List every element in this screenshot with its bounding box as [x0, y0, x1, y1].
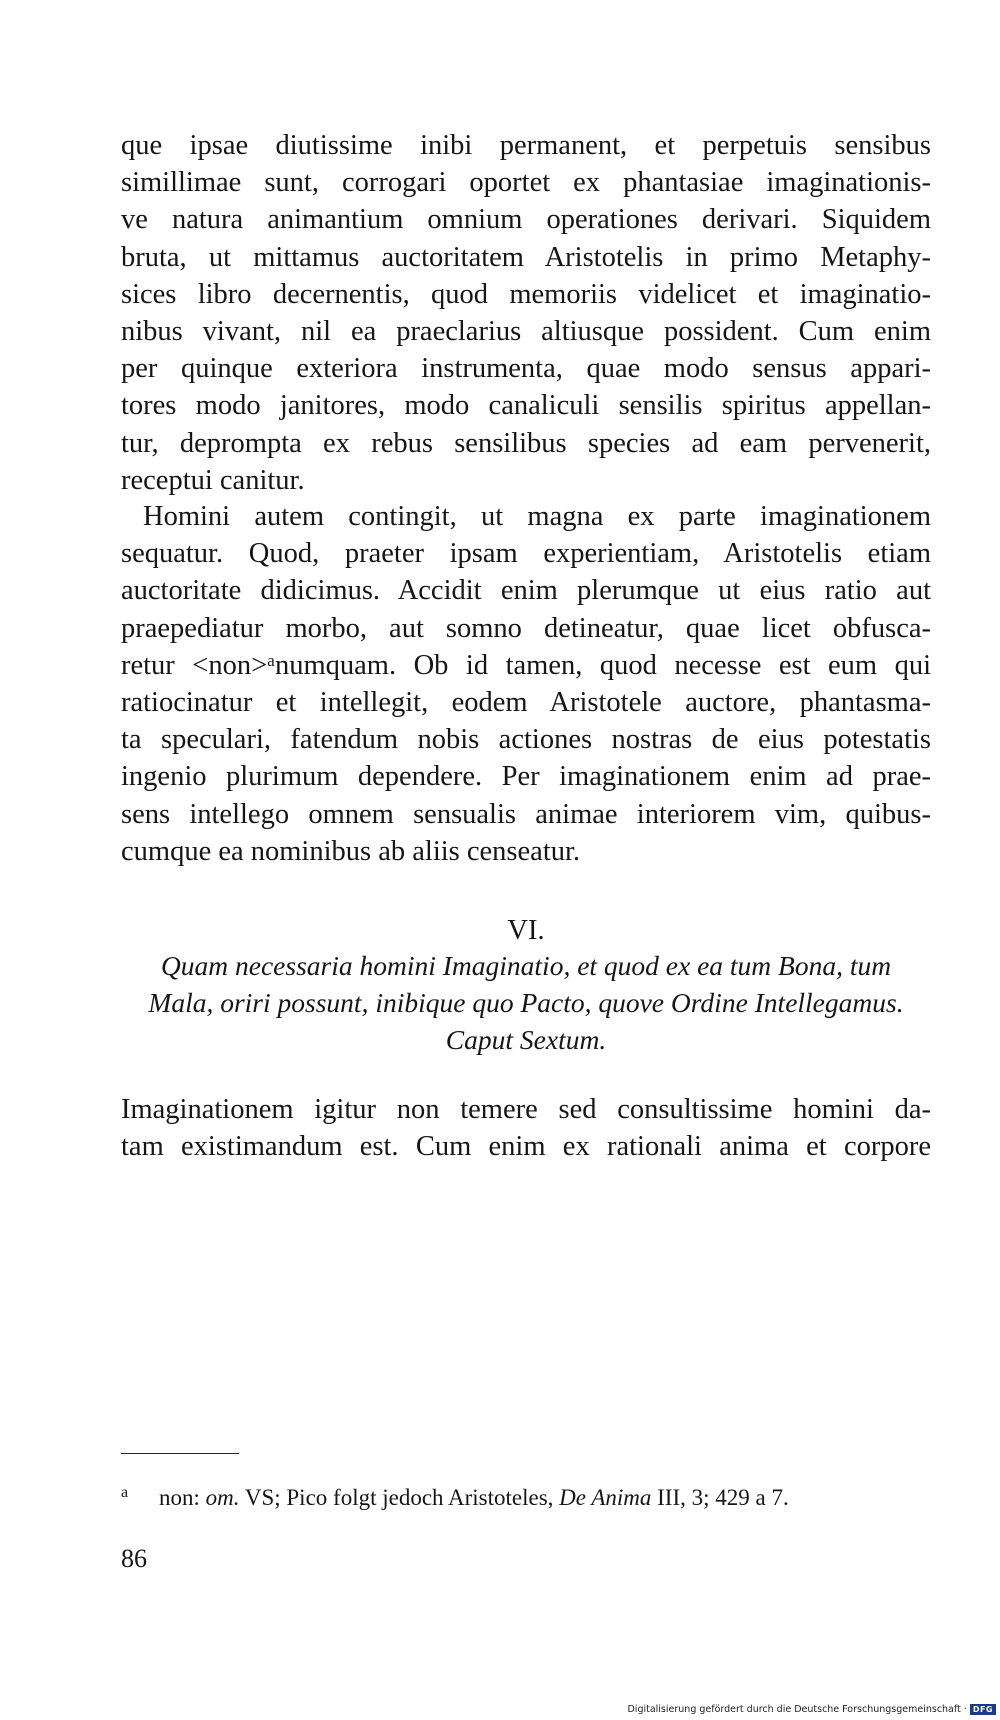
text-line: praepediatur morbo, aut somno detineatur, quae licet obfusca-	[121, 612, 931, 644]
footnote	[121, 1478, 931, 1513]
text-line: receptui canitur.	[121, 464, 305, 496]
text-line: auctoritate didicimus. Accidit enim plerumque ut eius ratio aut	[121, 575, 931, 607]
text-line: sens intellego omnem sensualis animae interiorem vim, quibus-	[121, 798, 931, 830]
text-line: bruta, ut mittamus auctoritatem Aristotelis in primo Metaphy-	[121, 241, 931, 273]
footnote-divider	[121, 1453, 239, 1454]
text-line: Imaginationem igitur non temere sed consultissime homini da-	[121, 1094, 931, 1125]
text-line: simillimae sunt, corrogari oportet ex phantasiae imaginationis-	[121, 167, 931, 199]
footnote-text-2: VS; Pico folgt jedoch Aristoteles,	[239, 1485, 560, 1510]
dfg-logo: DFG	[970, 1704, 996, 1715]
text-line: tur, deprompta ex rebus sensilibus species ad eam pervenerit,	[121, 427, 931, 459]
text-line: ta speculari, fatendum nobis actiones nostras de eius potestatis	[121, 724, 931, 756]
text-line: ingenio plurimum dependere. Per imaginationem enim ad prae-	[121, 761, 931, 793]
page-number: 86	[121, 1544, 147, 1573]
paragraph-1	[121, 127, 931, 499]
footnote-om: om.	[205, 1485, 240, 1510]
text-line: sices libro decernentis, quod memoriis videlicet et imaginatio-	[121, 278, 931, 310]
text-line: ve natura animantium omnium operationes derivari. Siquidem	[121, 204, 931, 236]
text-line: ratiocinatur et intellegit, eodem Aristotele auctore, phantasma-	[121, 687, 931, 719]
text-line: sequatur. Quod, praeter ipsam experientiam, Aristotelis etiam	[121, 538, 931, 570]
chapter-title-line: Mala, oriri possunt, inibique quo Pacto, quove Ordine Intellegamus.	[148, 987, 904, 1018]
digitization-credit	[627, 1704, 996, 1715]
footnote-text-1: non:	[159, 1485, 206, 1510]
footnote-title: De Anima	[559, 1485, 652, 1510]
text-line: retur <non>ᵃnumquam. Ob id tamen, quod necesse est eum qui	[121, 649, 931, 681]
footnote-text-3: III, 3; 429 a 7.	[651, 1485, 789, 1510]
chapter-number: VI.	[507, 915, 545, 946]
text-line: que ipsae diutissime inibi permanent, et perpetuis sensibus	[121, 130, 931, 161]
text-line: tam existimandum est. Cum enim ex rationali anima et corpore	[121, 1131, 931, 1163]
chapter-title-line: Quam necessaria homini Imaginatio, et quod ex ea tum Bona, tum	[160, 950, 892, 981]
text-line: Homini autem contingit, ut magna ex parte imaginationem	[143, 501, 931, 532]
text-line: tores modo janitores, modo canaliculi sensilis spiritus appellan-	[121, 390, 931, 422]
text-line: cumque ea nominibus ab aliis censeatur.	[121, 835, 581, 867]
chapter-title-line: Caput Sextum.	[445, 1024, 607, 1055]
text-line: nibus vivant, nil ea praeclarius altiusque possident. Cum enim	[121, 316, 931, 348]
paragraph-2	[121, 498, 931, 870]
text-line: per quinque exteriora instrumenta, quae modo sensus appari-	[121, 353, 931, 385]
paragraph-3	[121, 1091, 931, 1165]
footnote-mark: a	[121, 1484, 129, 1501]
digitization-text: Digitalisierung gefördert durch die Deutsche Forschungsgemeinschaft ·	[627, 1704, 967, 1715]
chapter-title	[121, 947, 931, 1058]
